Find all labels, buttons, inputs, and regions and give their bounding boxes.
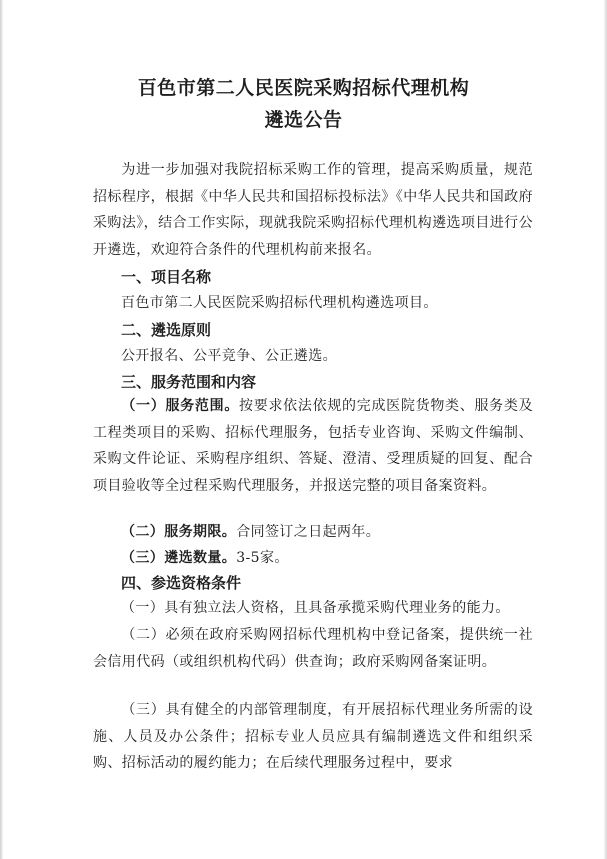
document-title: 百色市第二人民医院采购招标代理机构	[137, 77, 470, 99]
section4-heading: 四、参选资格条件	[121, 574, 242, 592]
section1-body: 百色市第二人民医院采购招标代理机构遴选项目。	[121, 295, 438, 311]
section4-item3-text: （三）具有健全的内部管理制度，有开展招标代理业务所需的设施、人员及办公条件；招标专业人员应具有编制遴选文件和组织采购、招标活动的履约能力；在后续代理服务过程中，要求	[93, 702, 533, 771]
section3-item3	[121, 547, 289, 569]
section3-heading: 三、服务范围和内容	[121, 373, 257, 391]
section4-item2	[93, 622, 533, 675]
section2-body: 公开报名、公平竞争、公正遴选。	[121, 348, 337, 364]
section4-item3	[93, 697, 533, 777]
section4-item1-text: （一）具有独立法人资格，且具备承揽采购代理业务的能力。	[121, 600, 510, 616]
section4-item2-text: （二）必须在政府采购网招标代理机构中登记备案，提供统一社会信用代码（或组织机构代码）供查询；政府采购网备案证明。	[93, 627, 533, 670]
section3-item1-label: （一）服务范围。	[121, 398, 240, 414]
section3-item3-text: 3-5家。	[236, 550, 289, 566]
section3-item1	[93, 393, 533, 499]
intro-text: 为进一步加强对我院招标采购工作的管理，提高采购质量，规范招标程序，根据《中华人民共和国招标投标法》《中华人民共和国政府采购法》，结合工作实际，现就我院采购招标代理机构遴选项目进行公开遴选，欢迎符合条件的代理机构前来报名。	[93, 162, 533, 258]
section3-item2-text: 合同签订之日起两年。	[236, 524, 381, 540]
document-subtitle: 遴选公告	[264, 109, 343, 131]
section4-item1	[93, 595, 533, 622]
section3-item1-text: 按要求依法依规的完成医院货物类、服务类及工程类项目的采购、招标代理服务，包括专业咨询、采购文件编制、采购文件论证、采购程序组织、答疑、澄清、受理质疑的回复、配合项目验收等全过程采购代理服务，并报送完整的项目备案资料。	[93, 398, 533, 494]
section1-heading: 一、项目名称	[121, 268, 212, 286]
section3-item2	[121, 521, 380, 543]
section2-heading: 二、遴选原则	[121, 321, 212, 339]
intro-paragraph	[93, 157, 533, 263]
section3-item2-label: （二）服务期限。	[121, 524, 237, 540]
section3-item3-label: （三）遴选数量。	[121, 550, 237, 566]
